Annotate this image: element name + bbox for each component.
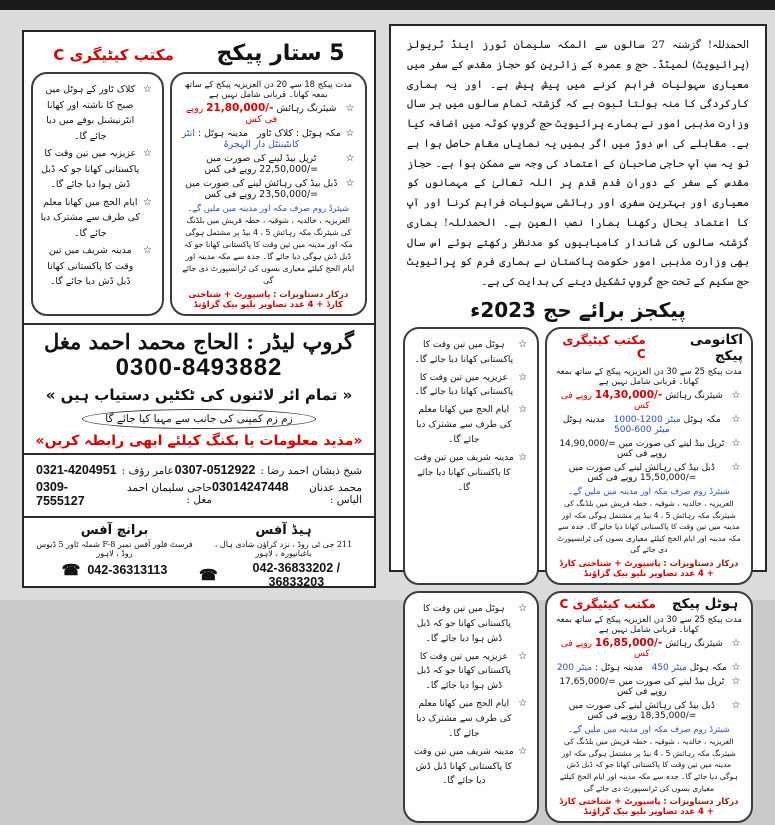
madina-hotel-value: انٹر کانٹیننٹل دار الہجرۃ bbox=[181, 128, 300, 150]
star-icon: ☆ bbox=[345, 153, 355, 164]
hotel-package-header bbox=[555, 596, 743, 612]
head-office bbox=[199, 523, 368, 589]
double-bed-line: ☆ ڈبل بیڈ کی رہائش لینے کی صورت میں =/15,50,000 روپے فی کس bbox=[555, 462, 743, 483]
branch-office-title: برانچ آفس bbox=[80, 523, 149, 539]
bullet-item: ☆ کلاک ٹاور کے ہوٹل میں صبح کا ناشتہ اور کھانا انٹرنیشنل بوفے میں دیا جائے گا۔ bbox=[40, 82, 155, 144]
bullet-item: ☆ ایام الحج میں کھانا معلم کی طرف سے مشترک دیا جائے گا۔ bbox=[412, 696, 530, 742]
contact-name: حاجی سلیمان احمد مغل : bbox=[127, 482, 213, 507]
page-left bbox=[22, 30, 376, 588]
contact-phone: 0307-0512922 bbox=[174, 463, 256, 478]
economy-package-title: اکانومی پیکج bbox=[689, 331, 743, 364]
economy-package-header bbox=[555, 332, 743, 364]
package-note: العزیزیہ ، خالدیہ ، شوقیہ ، خطہ قریش میں بلڈنگ کی شیئرنگ مکہ رہائش 5 ، 4 بیڈ پر مشتمل ہوگی مکہ اور مدینہ میں تین وقت کا پاکستانی کھانا جو کہ ڈبل ڈش ہوگی دیا جائے گا۔ جدہ سے مکہ مدینہ اور ایام الحج کیلئے معیاری بسوں کی ٹرانسپورٹ دی جائے گی bbox=[182, 216, 355, 286]
makkah-hotel-label: مکہ ہوٹل bbox=[680, 414, 721, 425]
branch-office-address: فرسٹ فلور آفس نمبر F-8 شملہ ٹاور 5 ڈیوس روڈ ، لاہور bbox=[36, 540, 193, 559]
branch-office-phone-row bbox=[30, 561, 199, 579]
zamzam-note: زم زم کمپنی کی جانب سے مہیا کیا جائے گا bbox=[82, 409, 315, 429]
divider bbox=[24, 516, 374, 518]
madina-hotel-label: مدینہ ہوٹل bbox=[562, 414, 606, 425]
documents-label: درکار دستاویزات : bbox=[663, 558, 739, 569]
documents-value: پاسپورٹ + شناختی کارڈ + 4 عدد تصاویر بلیو بیک گراؤنڈ bbox=[559, 796, 714, 817]
star-icon: ☆ bbox=[518, 650, 528, 662]
divider bbox=[24, 323, 374, 325]
double-bed-line: ☆ ڈبل بیڈ کی رہائش لینے کی صورت میں =/18,35,000 روپے فی کس bbox=[555, 700, 743, 721]
hotels-line bbox=[555, 662, 743, 673]
contact-phone: 03014247448 bbox=[212, 480, 289, 495]
star-icon: ☆ bbox=[518, 698, 528, 710]
per-person-label: روپے فی کس bbox=[560, 639, 650, 660]
sharing-label: شیئرنگ رہائش bbox=[665, 639, 723, 650]
sharing-price-line bbox=[555, 389, 743, 411]
star-icon: ☆ bbox=[345, 103, 355, 114]
hotels-line bbox=[555, 414, 743, 435]
bullet-item: ☆ مدینہ شریف میں تین وقت کا پاکستانی کھانا دیا جائے گا۔ bbox=[412, 450, 530, 496]
sharing-price: 14,30,000/- bbox=[594, 388, 663, 401]
sharing-price: 16,85,000/- bbox=[594, 637, 663, 650]
makkah-hotel-value: 450 میٹر bbox=[651, 663, 687, 674]
star-icon: ☆ bbox=[143, 84, 152, 95]
star-icon: ☆ bbox=[731, 389, 741, 401]
bullet-item: ☆ عزیزیہ میں تین وقت کا پاکستانی کھانا جو کہ ڈبل ڈش ہوا دیا جائے گا۔ bbox=[40, 146, 155, 193]
bullet-item: ☆ ہوٹل میں تین وقت کا پاکستانی کھانا جو کہ ڈبل ڈش ہوا دیا جائے گا۔ bbox=[412, 601, 530, 647]
documents-label: درکار دستاویزات : bbox=[663, 796, 739, 807]
five-star-category-label: مکتب کیٹیگری C bbox=[53, 46, 174, 64]
head-office-phone: 042-36833202 / 36833203 bbox=[252, 561, 341, 590]
package-duration: مدت پیکج 25 سے 30 دن العزیزیہ پیکج کے ساتھ بمعہ کھانا۔ قربانی شامل نہیں ہے bbox=[555, 365, 742, 386]
sharing-label: شیئرنگ رہائش bbox=[665, 390, 723, 401]
shared-room-note: شیئرڈ روم صرف مکہ اور مدینہ میں ملیں گے۔ bbox=[567, 485, 730, 496]
sharing-label: شیئرنگ رہائش bbox=[276, 103, 337, 114]
booking-cta-line: «مذید معلومات یا بکنگ کیلئے ابھی رابطہ کریں» bbox=[35, 433, 363, 450]
shared-room-note: شیئرڈ روم صرف مکہ اور مدینہ میں ملیں گے۔ bbox=[187, 203, 350, 213]
divider bbox=[24, 453, 374, 455]
five-star-details-box bbox=[170, 72, 367, 316]
zamzam-note-wrap bbox=[24, 407, 374, 429]
contact-phone: 0321-4204951 bbox=[36, 463, 117, 478]
star-icon: ☆ bbox=[143, 245, 152, 257]
five-star-bullets-box bbox=[31, 72, 164, 316]
contact-phone: 0309-7555127 bbox=[36, 480, 85, 509]
star-icon: ☆ bbox=[143, 196, 152, 208]
sharing-price: 21,80,000/- bbox=[206, 102, 274, 114]
five-star-package-title: 5 ستار پیکج bbox=[216, 41, 345, 66]
madina-hotel-value: 500-600 میٹر bbox=[614, 424, 670, 435]
star-icon: ☆ bbox=[518, 371, 528, 383]
double-bed-line: ☆ ڈبل بیڈ کی رہائش لینے کی صورت میں =/23,50,000 روپے فی کس bbox=[180, 178, 357, 200]
star-icon: ☆ bbox=[731, 638, 741, 650]
star-icon: ☆ bbox=[518, 338, 528, 350]
required-documents-line bbox=[555, 796, 743, 816]
triple-bed-line: ☆ ٹرپل بیڈ لینے کی صورت میں =/14,90,000 روپے فی کس bbox=[555, 438, 743, 459]
required-documents-line bbox=[180, 289, 357, 309]
bullet-item: ☆ ایام الحج میں کھانا معلم کی طرف سے مشترک دیا جائے گا۔ bbox=[412, 402, 530, 448]
economy-bullets-box bbox=[403, 327, 539, 585]
head-office-phone-row bbox=[199, 561, 368, 589]
makkah-hotel-value: 1000-1200 میٹر bbox=[613, 414, 681, 425]
bullet-item: ☆ عزیزیہ میں تین وقت کا پاکستانی کھانا جو کہ ڈبل ڈش ہوا دیا جائے گا۔ bbox=[412, 649, 530, 695]
contacts-row bbox=[36, 480, 362, 508]
hotel-bullets-box bbox=[403, 591, 539, 823]
hotel-category-label: مکتب کیٹیگری C bbox=[559, 597, 656, 612]
branch-office bbox=[30, 523, 199, 589]
economy-package-section bbox=[401, 323, 755, 587]
star-icon: ☆ bbox=[345, 128, 355, 139]
contact-entry bbox=[212, 480, 362, 508]
offices-block bbox=[24, 522, 374, 595]
packages-title: پیکجز برائے حج 2023ء bbox=[470, 297, 686, 322]
documents-value: پاسپورٹ + شناختی کارڈ + 4 عدد تصاویر بلیو بیک گراؤنڈ bbox=[188, 289, 343, 310]
bullet-item: ☆ مدینہ شریف میں تین وقت کا پاکستانی کھانا ڈبل ڈش دیا جائے گا۔ bbox=[40, 243, 155, 290]
star-icon: ☆ bbox=[518, 745, 528, 757]
contact-entry bbox=[175, 463, 362, 477]
contacts-row bbox=[36, 463, 362, 477]
star-icon: ☆ bbox=[731, 413, 741, 425]
shared-room-note: شیئرڈ روم صرف مکہ اور مدینہ میں ملیں گے۔ bbox=[567, 724, 730, 735]
madina-hotel-label: مدینہ ہوٹل : bbox=[592, 663, 643, 674]
contact-name: عامر رؤف : bbox=[121, 465, 174, 478]
hotel-package-section bbox=[401, 587, 755, 825]
makkah-hotel-label: مکہ ہوٹل : bbox=[292, 128, 341, 139]
makkah-hotel-label: مکہ ہوٹل bbox=[686, 663, 727, 674]
per-person-label: روپے فی کس bbox=[185, 103, 278, 125]
economy-category-label: مکتب کیٹیگری C bbox=[562, 332, 646, 361]
bullet-item: ☆ ایام الحج میں کھانا معلم کی طرف سے مشترک دیا جائے گا۔ bbox=[40, 195, 155, 242]
five-star-package-section bbox=[24, 67, 374, 319]
star-icon: ☆ bbox=[731, 461, 741, 473]
star-icon: ☆ bbox=[731, 676, 741, 688]
branch-office-phone: 042-36313113 bbox=[87, 563, 168, 578]
star-icon: ☆ bbox=[518, 603, 528, 615]
sharing-price-line bbox=[180, 102, 357, 125]
makkah-hotel-value: کلاک ٹاور bbox=[256, 128, 293, 139]
head-office-address: 211 جی ٹی روڈ ، نزد کراؤن شادی ہال ، باغبانپورہ ، لاہور bbox=[214, 540, 353, 559]
intro-paragraph: الحمدللہ! گزشتہ 27 سالوں سے المکہ سلیمان ٹورز اینڈ ٹریولز (پرائیویٹ) لمیٹڈ۔ حج و عمرہ کے زائرین کو حجاز مقدس کے سفر میں معیاری سہولیات فراہم کرنے میں پیش پیش ہے۔ اور یہ ہماری کارکردگی کا منہ بولتا ثبوت ہے کہ گزشتہ تمام سالوں میں ہر سال وزارت مذہبی امور نے ہمارے پرائیویٹ حج گروپ کوٹہ میں اضافہ کیا ہے۔ مقابلے کی اس دوڑ میں اگر ہمیں یہ نمایاں مقام حاصل ہوا ہے تو یہ سب آپ حاجی صاحبان کے اعتماد کی وجہ سے ممکن ہوا ہے۔ حجاز مقدس کے سفر کے دوران قدم قدم پر اللہ تعالیٰ کے مہمانوں کو معیاری اور بہترین سفری اور رہائشی سہولیات فراہم کرنا اور آپ کا اعتماد بحال رکھنا ہمارا نصب العین ہے۔ الحمدللہ! ہماری گزشتہ سالوں کی شاندار کامیابیوں کو مدنظر رکھتے ہوئے اس سال بھی وزارت مذہبی امور حکومت پاکستان نے ہماری فرم کو پرائیویٹ حج سکیم کے تحت حج گروپ تشکیل دینے کی ہدایت کی ہے۔ bbox=[407, 39, 749, 289]
telephone-icon: ☎ bbox=[199, 567, 218, 585]
per-person-label: روپے فی کس bbox=[560, 390, 650, 411]
required-documents-line bbox=[555, 558, 743, 578]
scan-edge-strip bbox=[0, 0, 775, 10]
contact-name: شیخ ذیشان احمد رضا : bbox=[260, 465, 362, 478]
hotel-package-title: ہوٹل پیکج bbox=[671, 596, 739, 613]
page-right bbox=[389, 24, 767, 817]
madina-hotel-value: 200 میٹر bbox=[556, 663, 593, 674]
star-icon: ☆ bbox=[345, 178, 355, 189]
star-icon: ☆ bbox=[731, 700, 741, 712]
contacts-block bbox=[24, 459, 374, 512]
documents-label: درکار دستاویزات : bbox=[273, 289, 349, 300]
documents-value: پاسپورٹ + شناختی کارڈ + 4 عدد تصاویر بلیو بیک گراؤنڈ bbox=[559, 558, 714, 579]
madina-hotel-label: مدینہ ہوٹل : bbox=[194, 128, 248, 139]
bullet-item: ☆ مدینہ شریف میں تین وقت کا پاکستانی کھانا ڈبل ڈش دیا جائے گا۔ bbox=[412, 744, 530, 790]
group-leader-phone: 0300-8493882 bbox=[115, 354, 283, 382]
star-icon: ☆ bbox=[143, 148, 152, 160]
left-page-header bbox=[24, 32, 374, 67]
bullet-item: ☆ ہوٹل میں تین وقت کا پاکستانی کھانا دیا جائے گا۔ bbox=[412, 337, 530, 368]
hotel-details-box bbox=[545, 591, 753, 823]
package-duration: مدت پیکج 25 سے 30 دن العزیزیہ پیکج کے ساتھ بمعہ کھانا۔ قربانی شامل نہیں ہے bbox=[555, 614, 742, 635]
star-icon: ☆ bbox=[731, 437, 741, 449]
group-leader-name: گروپ لیڈر : الحاج محمد احمد مغل bbox=[44, 329, 354, 355]
economy-details-box bbox=[545, 327, 753, 585]
head-office-title: ہیڈ آفس bbox=[255, 523, 312, 539]
airlines-tickets-line: « تمام ائر لائنوں کی ٹکٹیں دستیاب ہیں » bbox=[45, 386, 353, 405]
telephone-icon: ☎ bbox=[61, 562, 81, 580]
contact-entry bbox=[36, 463, 174, 477]
star-icon: ☆ bbox=[731, 662, 741, 674]
hotels-line bbox=[180, 128, 357, 150]
triple-bed-line: ☆ ٹرپل بیڈ لینے کی صورت میں =/22,50,000 روپے فی کس bbox=[180, 153, 357, 175]
star-icon: ☆ bbox=[518, 404, 528, 416]
triple-bed-line: ☆ ٹرپل بیڈ لینے کی صورت میں =/17,65,000 روپے فی کس bbox=[555, 676, 743, 697]
contact-name: محمد عدنان الیاس : bbox=[309, 482, 362, 507]
package-duration: مدت پیکج 18 سے 20 دن العزیزیہ پیکج کے ساتھ بمعہ کھانا۔ قربانی شامل نہیں ہے bbox=[184, 79, 352, 99]
star-icon: ☆ bbox=[518, 451, 528, 463]
sharing-price-line bbox=[555, 637, 743, 659]
package-note: العزیزیہ ، خالدیہ ، شوقیہ ، خطہ قریش میں بلڈنگ کی شیئرنگ مکہ رہائش 5 ، 4 بیڈ پر مشتمل ہوگی مکہ اور مدینہ میں تین وقت کا پاکستانی کھانا دیا جائے گا۔ جدہ سے مکہ مدینہ اور ایام الحج کیلئے معیاری بسوں کی ٹرانسپورٹ دی جائے گی bbox=[556, 498, 741, 555]
package-note: العزیزیہ ، خالدیہ ، شوقیہ ، خطہ قریش میں بلڈنگ کی شیئرنگ مکہ رہائش 5 ، 4 بیڈ پر مشتمل ہوگی مکہ اور مدینہ میں تین وقت کا پاکستانی کھانا جو کہ ڈبل ڈش ہوگی دیا جائے گا۔ جدہ سے مکہ مدینہ اور ایام الحج کیلئے معیاری بسوں کی ٹرانسپورٹ دی جائے گی bbox=[559, 737, 738, 793]
contact-entry bbox=[36, 480, 212, 508]
bullet-item: ☆ عزیزیہ میں تین وقت کا پاکستانی کھانا دیا جائے گا۔ bbox=[412, 370, 530, 401]
